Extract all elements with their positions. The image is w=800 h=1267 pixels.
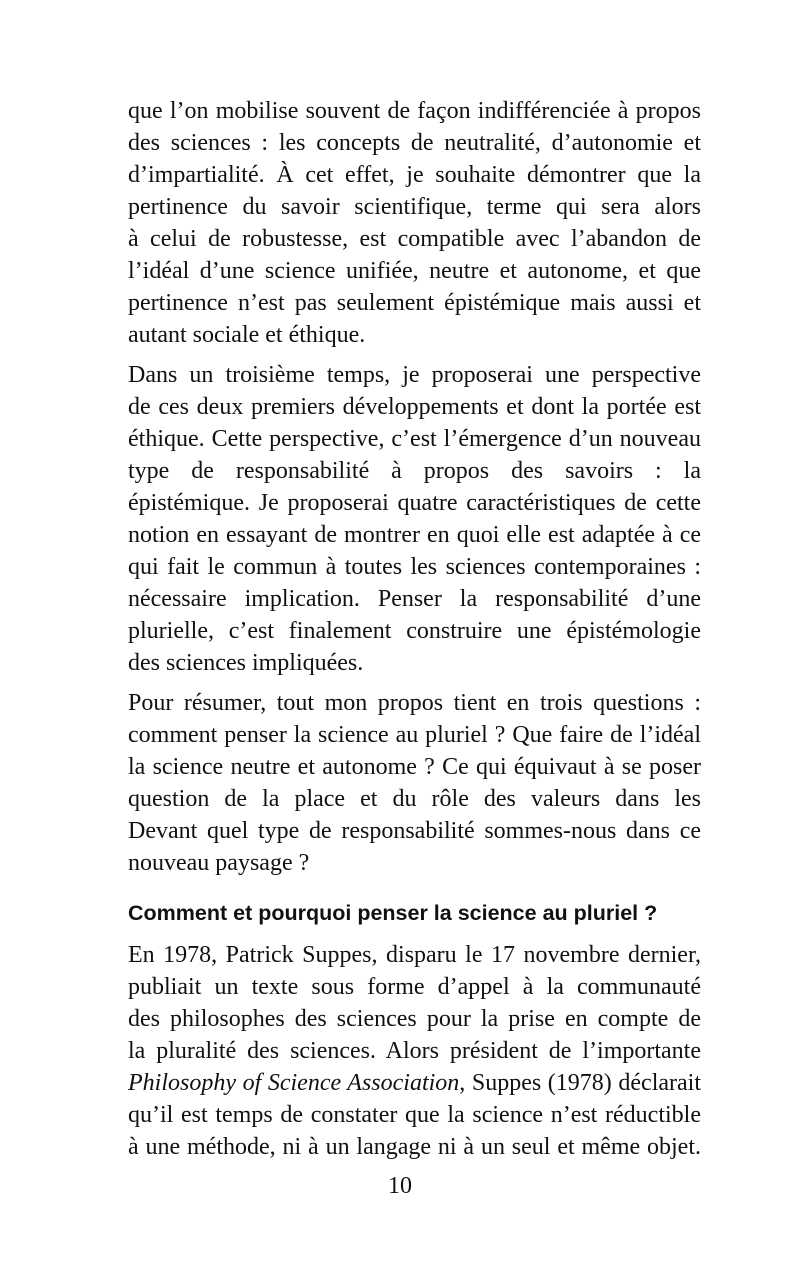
section-paragraphs [128, 939, 701, 1163]
intro-paragraphs [128, 95, 701, 879]
text-line: type de responsabilité à propos des savoirs : la [128, 458, 701, 484]
italic-title: Philosophy of Science Association [128, 1070, 460, 1096]
text-line: la science neutre et autonome ? Ce qui équivaut à se poser [128, 754, 701, 780]
text-line: pertinence n’est pas seulement épistémique mais aussi et [128, 290, 701, 316]
text-line: d’impartialité. À cet effet, je souhaite démontrer que la [128, 162, 701, 188]
page-number: 10 [388, 1173, 412, 1199]
text-line: nouveau paysage ? [128, 850, 310, 876]
text-line: plurielle, c’est finalement construire une épistémologie [128, 618, 701, 644]
text-line: Devant quel type de responsabilité sommes-nous dans ce [128, 818, 701, 844]
text-line: question de la place et du rôle des valeurs dans les [128, 786, 701, 812]
paragraph [128, 687, 701, 879]
text-line: de ces deux premiers développements et dont la portée est [128, 394, 701, 420]
text-line: Dans un troisième temps, je proposerai une perspective [128, 362, 701, 388]
text-line: comment penser la science au pluriel ? Que faire de l’idéal [128, 722, 701, 748]
section-heading: Comment et pourquoi penser la science au pluriel ? [128, 901, 658, 925]
paragraph [128, 359, 701, 679]
text-line: des philosophes des sciences pour la prise en compte de [128, 1006, 701, 1032]
text-line: à celui de robustesse, est compatible avec l’abandon de [128, 226, 701, 252]
text-line: éthique. Cette perspective, c’est l’émergence d’un nouveau [128, 426, 701, 452]
text-line: autant sociale et éthique. [128, 322, 366, 348]
text-line: l’idéal d’une science unifiée, neutre et autonome, et que [128, 258, 701, 284]
text-line: qui fait le commun à toutes les sciences contemporaines : [128, 554, 701, 580]
text-line: la pluralité des sciences. Alors président de l’importante [128, 1038, 701, 1064]
text-line: épistémique. Je proposerai quatre caractéristiques de cette [128, 490, 701, 516]
text-line: pertinence du savoir scientifique, terme qui sera alors [128, 194, 701, 220]
text-line: que l’on mobilise souvent de façon indifférenciée à propos [128, 98, 701, 124]
text-line: nécessaire implication. Penser la responsabilité d’une [128, 586, 701, 612]
text-segment: , Suppes (1978) déclarait [459, 1070, 701, 1096]
text-line: des sciences impliquées. [128, 650, 364, 676]
text-line [128, 1067, 701, 1099]
paragraph [128, 95, 701, 351]
text-line: En 1978, Patrick Suppes, disparu le 17 novembre dernier, [128, 942, 701, 968]
text-line: à une méthode, ni à un langage ni à un seul et même objet. [128, 1134, 701, 1160]
text-line: notion en essayant de montrer en quoi elle est adaptée à ce [128, 522, 701, 548]
page-body [128, 95, 701, 1171]
text-line: des sciences : les concepts de neutralité, d’autonomie et [128, 130, 701, 156]
text-line: publiait un texte sous forme d’appel à la communauté [128, 974, 701, 1000]
text-line: qu’il est temps de constater que la science n’est réductible [128, 1102, 701, 1128]
paragraph [128, 939, 701, 1163]
text-line: Pour résumer, tout mon propos tient en trois questions : [128, 690, 701, 716]
